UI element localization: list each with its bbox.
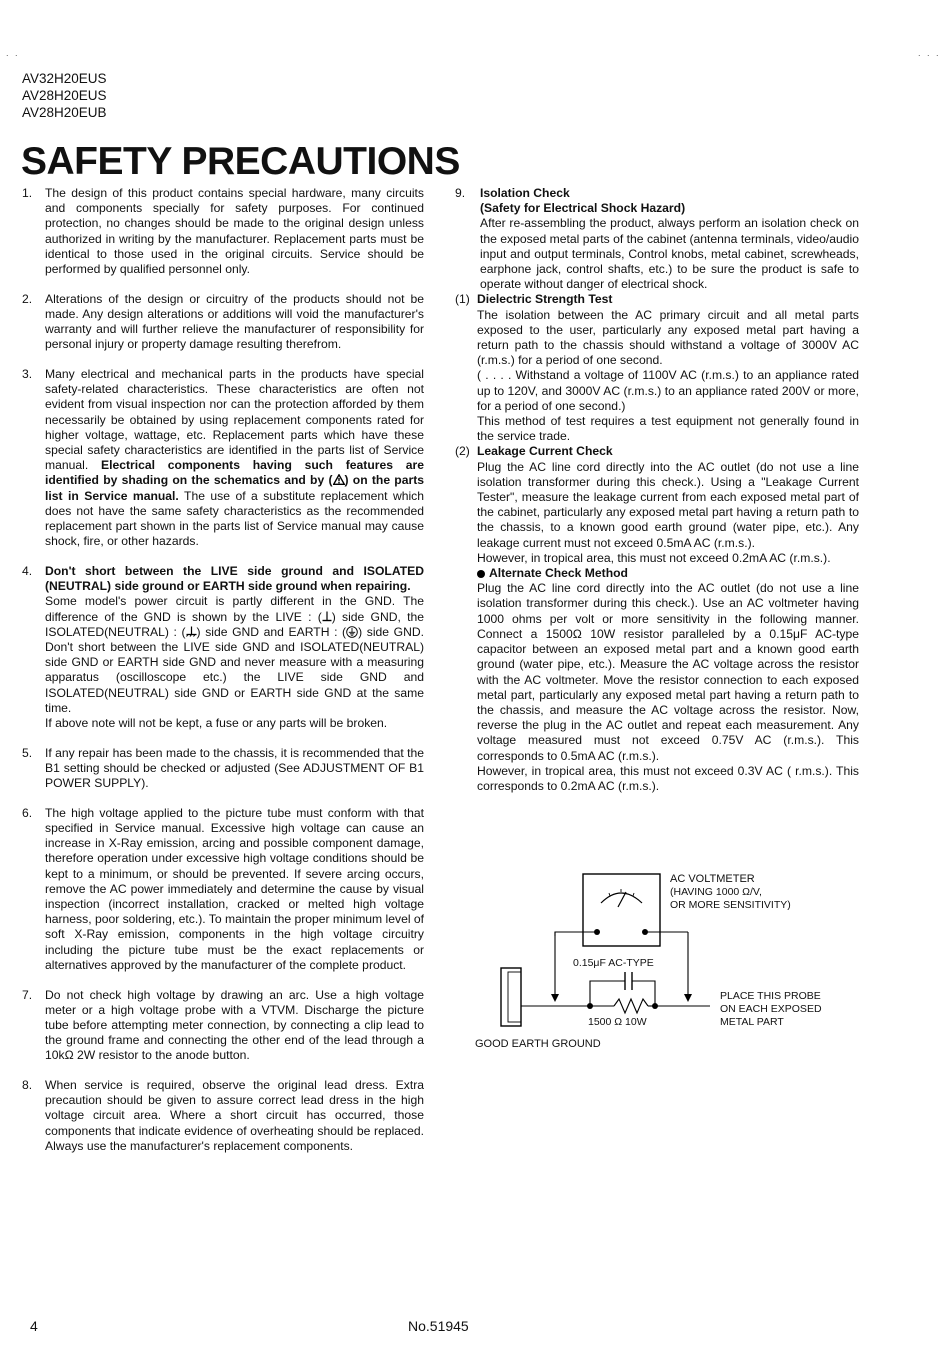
leakage-current-check <box>455 444 859 794</box>
corner-mark-right: . . . <box>918 48 941 58</box>
sub-text: This method of test requires a test equipment not generally found in the service trade. <box>477 414 859 444</box>
ground-label: GOOD EARTH GROUND <box>475 1038 601 1050</box>
item-text: If any repair has been made to the chassis, it is recommended that the B1 setting should be checked or adjusted (See ADJUSTMENT OF B1 POWER SUPPLY). <box>45 745 424 791</box>
item-text <box>45 367 424 549</box>
item-text-part: Some model's power circuit is partly different in the GND. The difference of the GND is shown by the LIVE : ( <box>45 594 424 624</box>
item-text: After re-assembling the product, always perform an isolation check on the exposed metal parts of the cabinet (antenna terminals, video/audio input and output terminals, Control knobs, metal cabinet, screwheads, earphone jack, control shafts, etc.) to be sure the product is safe to operate without danger of electrical shock. <box>480 216 859 292</box>
label-line: OR MORE SENSITIVITY) <box>670 899 791 911</box>
label-line: PLACE THIS PROBE <box>720 990 821 1002</box>
label-line: AC VOLTMETER <box>670 873 755 885</box>
item-text-part: The use of a substitute replacement which does not have the same safety characteristics as the recommended replacement part shown in the parts list of Service manual may cause shock, fire, or other hazards. <box>45 488 424 549</box>
precaution-item-1 <box>22 186 424 277</box>
item-text: The design of this product contains special hardware, many circuits and components specially for safety purposes. For continued protection, no changes should be made to the original design unless authorized in writing by the manufacturer. Replacement parts must be identical to those used in the original circuits. Service should be performed by qualified personnel only. <box>45 186 424 277</box>
item-number: 6. <box>22 805 33 820</box>
item-number: 2. <box>22 291 33 306</box>
isolated-ground-icon <box>186 626 197 637</box>
sub-text: However, in tropical area, this must not exceed 0.3V AC ( r.m.s.). This corresponds to 0.2mA AC (r.m.s.). <box>477 763 859 793</box>
resistor-symbol <box>614 999 648 1013</box>
meter-needle <box>618 892 626 907</box>
live-ground-icon <box>322 611 332 622</box>
item-number: 5. <box>22 745 33 760</box>
item-text-part: ) side GND. Don't short between the LIVE side GND and ISOLATED(NEUTRAL) side GND or EARTH side GND and never measure with a measuring apparatus (oscilloscope etc.) the LIVE side GND and ISOLATED(NEUTRAL) side GND or EARTH side GND at the same time. <box>45 624 424 715</box>
precaution-item-6 <box>22 806 424 973</box>
model-number: AV28H20EUB <box>22 105 107 120</box>
arrow-head <box>551 994 559 1002</box>
label-line: METAL PART <box>720 1016 784 1028</box>
item-text-part: Many electrical and mechanical parts in the products have special safety-related characteristics. These characteristics are often not evident from visual inspection nor can the protection afforded by them necessarily be obtained by using replacement components rated for higher voltage, wattage, etc. Replacement parts which have these special safety characteristics are identified in the parts list of Service manual. <box>45 367 424 473</box>
sub-text: The isolation between the AC primary circuit and all metal parts exposed to the user, particularly any exposed metal part having a return path to the chassis should withstand a voltage of 3000V AC (r.m.s.) for a period of one second. <box>477 307 859 368</box>
item-bold-text: Electrical components having such features are identified by shading on the schematics and by ( <box>45 458 425 488</box>
precaution-item-5 <box>22 746 424 792</box>
item-text: Alterations of the design or circuitry of the products should not be made. Any design alterations or additions will void the manufacturer's warranty and will further relieve the manufacturer of responsibility for personal injury or property damage resulting therefrom. <box>45 291 424 352</box>
sub-text: Plug the AC line cord directly into the AC outlet (do not use a line isolation transformer during this check.). Use an AC voltmeter having 1000 ohms per volt or more sensitivity in the following manner. Connect a 1500Ω 10W resistor paralleled by a 0.15μF AC-type capacitor between an exposed metal part and a known good earth ground (water pipe, etc.). Measure the AC voltage across the resistor with the AC voltmeter. Move the resistor connection to each exposed metal part, particularly any exposed metal part having a return path to the chassis, and measure the AC voltage across the resistor. Now, reverse the plug in the AC outlet and repeat each measurement. Any voltage measured must not exceed 0.75V AC (r.m.s.). This corresponds to 0.5mA AC (r.m.s.). <box>477 581 859 763</box>
item-text: If above note will not be kept, a fuse or any parts will be broken. <box>45 716 388 730</box>
dielectric-strength-test <box>455 292 859 444</box>
model-number: AV32H20EUS <box>22 71 107 86</box>
capacitor-label: 0.15μF AC-TYPE <box>573 957 654 969</box>
precaution-item-2 <box>22 292 424 353</box>
earth-ground-icon <box>346 626 358 638</box>
item-text <box>45 594 424 716</box>
label-line: (HAVING 1000 Ω/V, <box>670 886 762 898</box>
sub-text: ( . . . . Withstand a voltage of 1100V AC (r.m.s.) to an appliance rated up to 120V, and 3000V AC (r.m.s.) to an appliance rated 200V or more, for a period of one second.) <box>477 368 859 413</box>
page-number: 4 <box>30 1318 38 1334</box>
probe-label <box>720 990 822 1029</box>
item-bold-text: ) on the parts list in Service manual. <box>45 473 424 503</box>
corner-mark-left: . . <box>6 48 20 58</box>
item-number: 7. <box>22 987 33 1002</box>
voltmeter-box <box>583 874 660 946</box>
ground-block <box>501 968 521 1026</box>
sub-text: However, in tropical area, this must not exceed 0.2mA AC (r.m.s.). <box>477 550 831 565</box>
leakage-test-circuit-diagram <box>470 868 870 1058</box>
alternate-method-label: Alternate Check Method <box>489 566 628 581</box>
item-number: 9. <box>455 186 466 200</box>
bullet-icon <box>477 570 485 578</box>
item-subheading: (Safety for Electrical Shock Hazard) <box>480 201 686 216</box>
left-column <box>22 186 424 1169</box>
sub-number: (2) <box>455 444 470 459</box>
item-text: The high voltage applied to the picture tube must conform with that specified in Service manual. Excessive high voltage can cause an increase in X-Ray emission, arcing and possible component damage, therefore operation under excessive high voltage conditions should be kept to a minimum, or should be prevented. If severe arcing occurs, remove the AC power immediately and determine the cause by visual inspection (incorrect installation, cracked or melted high voltage harness, poor soldering, etc.). To maintain the proper minimum level of soft X-Ray emission, components in the high voltage circuitry including the picture tube must be the exact replacements or alternatives approved by the manufacturer of the complete product. <box>45 805 425 972</box>
label-line: ON EACH EXPOSED <box>720 1003 822 1015</box>
item-text-part: ) side GND and EARTH : ( <box>196 624 347 639</box>
precaution-item-7 <box>22 988 424 1064</box>
right-column <box>455 186 859 794</box>
warning-triangle-icon <box>333 474 345 485</box>
precaution-item-4 <box>22 564 424 731</box>
precaution-item-8 <box>22 1078 424 1154</box>
item-text-part: ) side GND, the ISOLATED(NEUTRAL) : ( <box>45 609 425 639</box>
model-number: AV28H20EUS <box>22 88 107 103</box>
document-number: No.51945 <box>408 1318 469 1334</box>
item-number: 3. <box>22 367 33 382</box>
item-number: 4. <box>22 563 33 578</box>
voltmeter-label <box>670 873 791 912</box>
item-text: Do not check high voltage by drawing an arc. Use a high voltage meter or a high voltage probe with a VTVM. Discharge the picture tube before attempting meter connection, by connecting a clip lead to the ground frame and connecting the other end of the lead through a 10kΩ 2W resistor to the anode button. <box>45 987 424 1063</box>
sub-heading: Leakage Current Check <box>477 444 613 459</box>
sub-heading: Dielectric Strength Test <box>477 292 613 307</box>
precaution-item-9 <box>455 186 859 292</box>
item-heading: Don't short between the LIVE side ground and ISOLATED (NEUTRAL) side ground or EARTH side ground when repairing. <box>45 563 424 594</box>
sub-text: Plug the AC line cord directly into the AC outlet (do not use a line isolation transformer during this check.). Using a "Leakage Current Tester", measure the leakage current from each exposed metal part of the cabinet, particularly any exposed metal part having a return path to the chassis, to a known good earth ground (water pipe, etc.). Any leakage current must not exceed 0.5mA AC (r.m.s.). <box>477 459 859 550</box>
item-number: 1. <box>22 186 33 200</box>
item-text: When service is required, observe the original lead dress. Extra precaution should be given to assure correct lead dress in the high voltage circuit area. Where a short circuit has occurred, those components that indicate evidence of overheating should be replaced. Always use the manufacturer's replacement components. <box>45 1078 424 1153</box>
sub-number: (1) <box>455 292 470 307</box>
item-number: 8. <box>22 1078 33 1093</box>
alternate-method-heading <box>477 566 859 581</box>
precaution-item-3 <box>22 367 424 549</box>
resistor-label: 1500 Ω 10W <box>588 1016 647 1028</box>
item-heading: Isolation Check <box>480 186 570 200</box>
arrow-head <box>684 994 692 1002</box>
page-title: SAFETY PRECAUTIONS <box>21 140 460 183</box>
model-list <box>22 70 107 121</box>
